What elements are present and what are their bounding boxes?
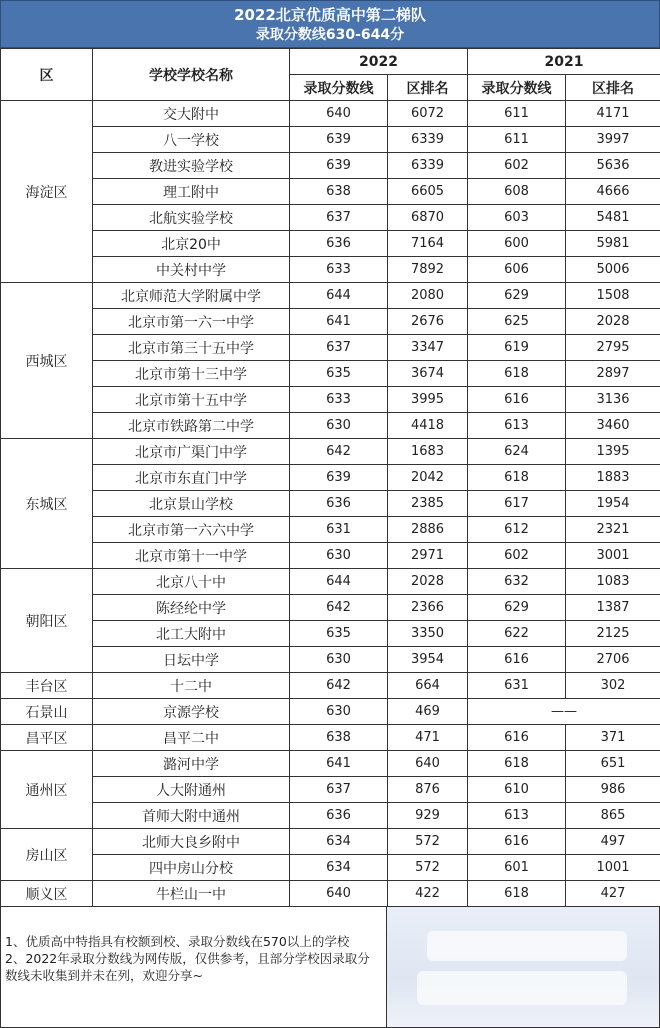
rank-2022-cell: 422 — [388, 881, 468, 907]
score-2022-cell: 640 — [290, 101, 388, 127]
rank-2022-cell: 6870 — [388, 205, 468, 231]
rank-2021-cell: 5481 — [566, 205, 660, 231]
score-2022-cell: 642 — [290, 439, 388, 465]
rank-2022-cell: 2042 — [388, 465, 468, 491]
table-row — [1, 595, 660, 621]
score-2021-cell: 616 — [468, 647, 566, 673]
rank-2022-cell: 3350 — [388, 621, 468, 647]
rank-2022-cell: 3347 — [388, 335, 468, 361]
rank-2021-cell: 427 — [566, 881, 660, 907]
school-name-cell: 北京师范大学附属中学 — [93, 283, 290, 309]
school-name-cell: 牛栏山一中 — [93, 881, 290, 907]
rank-2021-cell: 3136 — [566, 387, 660, 413]
rank-2021-cell: 4666 — [566, 179, 660, 205]
table-row — [1, 413, 660, 439]
rank-2021-cell: 371 — [566, 725, 660, 751]
score-2022-cell: 630 — [290, 699, 388, 725]
school-name-cell: 北师大良乡附中 — [93, 829, 290, 855]
score-2021-cell: 606 — [468, 257, 566, 283]
score-2022-cell: 636 — [290, 803, 388, 829]
school-name-cell: 教进实验学校 — [93, 153, 290, 179]
rank-2021-cell: 2028 — [566, 309, 660, 335]
table-row — [1, 205, 660, 231]
score-2021-cell: 618 — [468, 361, 566, 387]
score-2021-cell: 616 — [468, 829, 566, 855]
score-2022-cell: 644 — [290, 283, 388, 309]
school-name-cell: 十二中 — [93, 673, 290, 699]
rank-2021-cell: 5981 — [566, 231, 660, 257]
rank-2021-cell: 302 — [566, 673, 660, 699]
table-row — [1, 283, 660, 309]
table-row — [1, 621, 660, 647]
table-row — [1, 179, 660, 205]
school-name-cell: 北京市第一六六中学 — [93, 517, 290, 543]
table-row — [1, 101, 660, 127]
table-row — [1, 829, 660, 855]
header-rank-2021: 区排名 — [566, 75, 660, 101]
score-2021-cell: 618 — [468, 465, 566, 491]
blurred-region — [427, 931, 627, 961]
score-2022-cell: 636 — [290, 491, 388, 517]
score-2021-cell: 624 — [468, 439, 566, 465]
rank-2022-cell: 2080 — [388, 283, 468, 309]
school-name-cell: 北京市东直门中学 — [93, 465, 290, 491]
school-name-cell: 四中房山分校 — [93, 855, 290, 881]
district-cell: 昌平区 — [1, 725, 93, 751]
rank-2021-cell: 2706 — [566, 647, 660, 673]
header-score-2021: 录取分数线 — [468, 75, 566, 101]
table-row — [1, 257, 660, 283]
score-2021-cell: 613 — [468, 413, 566, 439]
table-row — [1, 777, 660, 803]
score-2022-cell: 637 — [290, 335, 388, 361]
school-name-cell: 北航实验学校 — [93, 205, 290, 231]
score-2021-cell: 611 — [468, 127, 566, 153]
district-cell: 顺义区 — [1, 881, 93, 907]
table-row — [1, 127, 660, 153]
table-row — [1, 387, 660, 413]
rank-2021-cell: 651 — [566, 751, 660, 777]
score-2021-cell: 616 — [468, 387, 566, 413]
score-2022-cell: 639 — [290, 127, 388, 153]
rank-2022-cell: 572 — [388, 855, 468, 881]
score-2021-cell: 601 — [468, 855, 566, 881]
rank-2021-cell: 3997 — [566, 127, 660, 153]
rank-2022-cell: 3674 — [388, 361, 468, 387]
score-2022-cell: 630 — [290, 543, 388, 569]
table-row — [1, 465, 660, 491]
table-row — [1, 699, 660, 725]
title-line-1: 2022北京优质高中第二梯队 — [234, 6, 426, 24]
table-body — [1, 101, 660, 907]
rank-2022-cell: 640 — [388, 751, 468, 777]
header-year-2021: 2021 — [468, 49, 660, 75]
rank-2022-cell: 3995 — [388, 387, 468, 413]
rank-2021-cell: 1954 — [566, 491, 660, 517]
score-2021-cell: 608 — [468, 179, 566, 205]
header-district: 区 — [1, 49, 93, 101]
score-2021-cell: 619 — [468, 335, 566, 361]
sheet-title — [0, 0, 660, 48]
rank-2022-cell: 572 — [388, 829, 468, 855]
rank-2022-cell: 876 — [388, 777, 468, 803]
table-row — [1, 153, 660, 179]
school-name-cell: 理工附中 — [93, 179, 290, 205]
rank-2022-cell: 6339 — [388, 127, 468, 153]
score-2022-cell: 642 — [290, 673, 388, 699]
score-2021-cell: 625 — [468, 309, 566, 335]
table-row — [1, 855, 660, 881]
header-rank-2022: 区排名 — [388, 75, 468, 101]
rank-2021-cell: 1508 — [566, 283, 660, 309]
rank-2022-cell: 929 — [388, 803, 468, 829]
rank-2021-cell: 2125 — [566, 621, 660, 647]
table-row — [1, 335, 660, 361]
score-2021-cell: 629 — [468, 283, 566, 309]
score-2022-cell: 631 — [290, 517, 388, 543]
score-table — [0, 48, 660, 907]
school-name-cell: 八一学校 — [93, 127, 290, 153]
score-2022-cell: 630 — [290, 647, 388, 673]
rank-2021-cell: 5006 — [566, 257, 660, 283]
rank-2021-cell: 865 — [566, 803, 660, 829]
district-cell: 丰台区 — [1, 673, 93, 699]
score-2021-cell: 616 — [468, 725, 566, 751]
school-name-cell: 北京市铁路第二中学 — [93, 413, 290, 439]
score-2022-cell: 639 — [290, 465, 388, 491]
score-2021-cell: 622 — [468, 621, 566, 647]
rank-2022-cell: 6339 — [388, 153, 468, 179]
school-name-cell: 陈经纶中学 — [93, 595, 290, 621]
table-row — [1, 569, 660, 595]
rank-2021-cell: 2897 — [566, 361, 660, 387]
table-row — [1, 309, 660, 335]
school-name-cell: 北工大附中 — [93, 621, 290, 647]
note-1: 1、优质高中特指具有校额到校、录取分数线在570以上的学校 — [5, 934, 350, 949]
school-name-cell: 中关村中学 — [93, 257, 290, 283]
score-2021-cell: 629 — [468, 595, 566, 621]
score-2022-cell: 636 — [290, 231, 388, 257]
rank-2022-cell: 1683 — [388, 439, 468, 465]
score-2022-cell: 637 — [290, 205, 388, 231]
school-name-cell: 北京市第一六一中学 — [93, 309, 290, 335]
blurred-region — [417, 971, 627, 1005]
rank-2021-cell: 497 — [566, 829, 660, 855]
rank-2022-cell: 469 — [388, 699, 468, 725]
blurred-image-area — [387, 906, 660, 1028]
score-2022-cell: 641 — [290, 309, 388, 335]
district-cell: 西城区 — [1, 283, 93, 439]
table-row — [1, 231, 660, 257]
rank-2022-cell: 2385 — [388, 491, 468, 517]
school-name-cell: 北京20中 — [93, 231, 290, 257]
title-line-2: 录取分数线630-644分 — [255, 27, 405, 43]
district-cell: 海淀区 — [1, 101, 93, 283]
school-name-cell: 潞河中学 — [93, 751, 290, 777]
note-2: 2、2022年录取分数线为网传版，仅供参考，且部分学校因录取分数线未收集到并未在列，欢迎分享~ — [5, 951, 370, 983]
rank-2022-cell: 7892 — [388, 257, 468, 283]
rank-2022-cell: 2676 — [388, 309, 468, 335]
rank-2021-cell: 1883 — [566, 465, 660, 491]
rank-2022-cell: 2886 — [388, 517, 468, 543]
score-2021-cell: 611 — [468, 101, 566, 127]
school-name-cell: 首师大附中通州 — [93, 803, 290, 829]
table-row — [1, 725, 660, 751]
score-2022-cell: 633 — [290, 387, 388, 413]
rank-2021-cell: 1387 — [566, 595, 660, 621]
score-2021-cell: 618 — [468, 881, 566, 907]
header-score-2022: 录取分数线 — [290, 75, 388, 101]
rank-2021-cell: 1083 — [566, 569, 660, 595]
rank-2022-cell: 2028 — [388, 569, 468, 595]
district-cell: 朝阳区 — [1, 569, 93, 673]
score-2021-cell: 602 — [468, 153, 566, 179]
score-2022-cell: 639 — [290, 153, 388, 179]
school-name-cell: 北京景山学校 — [93, 491, 290, 517]
school-name-cell: 人大附通州 — [93, 777, 290, 803]
table-row — [1, 361, 660, 387]
rank-2021-cell: 1001 — [566, 855, 660, 881]
score-2022-cell: 635 — [290, 361, 388, 387]
rank-2022-cell: 2366 — [388, 595, 468, 621]
school-name-cell: 北京市第十一中学 — [93, 543, 290, 569]
rank-2022-cell: 2971 — [388, 543, 468, 569]
rank-2022-cell: 3954 — [388, 647, 468, 673]
score-2022-cell: 637 — [290, 777, 388, 803]
rank-2021-cell: 2321 — [566, 517, 660, 543]
school-name-cell: 北京市第十三中学 — [93, 361, 290, 387]
score-2021-cell: 603 — [468, 205, 566, 231]
school-name-cell: 北京市第三十五中学 — [93, 335, 290, 361]
score-2022-cell: 630 — [290, 413, 388, 439]
score-2021-cell: 600 — [468, 231, 566, 257]
rank-2021-cell: 3001 — [566, 543, 660, 569]
table-row — [1, 673, 660, 699]
table-row — [1, 803, 660, 829]
score-2021-cell: 610 — [468, 777, 566, 803]
score-2021-cell: 618 — [468, 751, 566, 777]
notes-box — [0, 906, 387, 1028]
table-row — [1, 517, 660, 543]
rank-2021-cell: 1395 — [566, 439, 660, 465]
school-name-cell: 北京八十中 — [93, 569, 290, 595]
score-2022-cell: 640 — [290, 881, 388, 907]
school-name-cell: 京源学校 — [93, 699, 290, 725]
score-2021-cell: 632 — [468, 569, 566, 595]
score-2022-cell: 634 — [290, 829, 388, 855]
score-2021-cell: 612 — [468, 517, 566, 543]
school-name-cell: 日坛中学 — [93, 647, 290, 673]
table-row — [1, 543, 660, 569]
table-row — [1, 439, 660, 465]
district-cell: 石景山 — [1, 699, 93, 725]
rank-2022-cell: 6072 — [388, 101, 468, 127]
score-2022-cell: 641 — [290, 751, 388, 777]
table-row — [1, 881, 660, 907]
score-2021-cell: —— — [468, 699, 660, 725]
rank-2022-cell: 664 — [388, 673, 468, 699]
rank-2022-cell: 4418 — [388, 413, 468, 439]
school-name-cell: 昌平二中 — [93, 725, 290, 751]
district-cell: 通州区 — [1, 751, 93, 829]
header-year-2022: 2022 — [290, 49, 468, 75]
district-cell: 房山区 — [1, 829, 93, 881]
score-2022-cell: 638 — [290, 179, 388, 205]
header-school: 学校学校名称 — [93, 49, 290, 101]
school-name-cell: 交大附中 — [93, 101, 290, 127]
table-row — [1, 491, 660, 517]
score-2021-cell: 613 — [468, 803, 566, 829]
rank-2022-cell: 6605 — [388, 179, 468, 205]
district-cell: 东城区 — [1, 439, 93, 569]
score-2022-cell: 644 — [290, 569, 388, 595]
score-2021-cell: 617 — [468, 491, 566, 517]
rank-2021-cell: 4171 — [566, 101, 660, 127]
score-2022-cell: 634 — [290, 855, 388, 881]
rank-2021-cell: 5636 — [566, 153, 660, 179]
score-2021-cell: 631 — [468, 673, 566, 699]
school-name-cell: 北京市广渠门中学 — [93, 439, 290, 465]
school-name-cell: 北京市第十五中学 — [93, 387, 290, 413]
rank-2021-cell: 2795 — [566, 335, 660, 361]
rank-2022-cell: 7164 — [388, 231, 468, 257]
table-row — [1, 647, 660, 673]
score-2022-cell: 633 — [290, 257, 388, 283]
rank-2022-cell: 471 — [388, 725, 468, 751]
score-2021-cell: 602 — [468, 543, 566, 569]
score-2022-cell: 638 — [290, 725, 388, 751]
rank-2021-cell: 986 — [566, 777, 660, 803]
score-2022-cell: 635 — [290, 621, 388, 647]
rank-2021-cell: 3460 — [566, 413, 660, 439]
table-row — [1, 751, 660, 777]
score-2022-cell: 642 — [290, 595, 388, 621]
